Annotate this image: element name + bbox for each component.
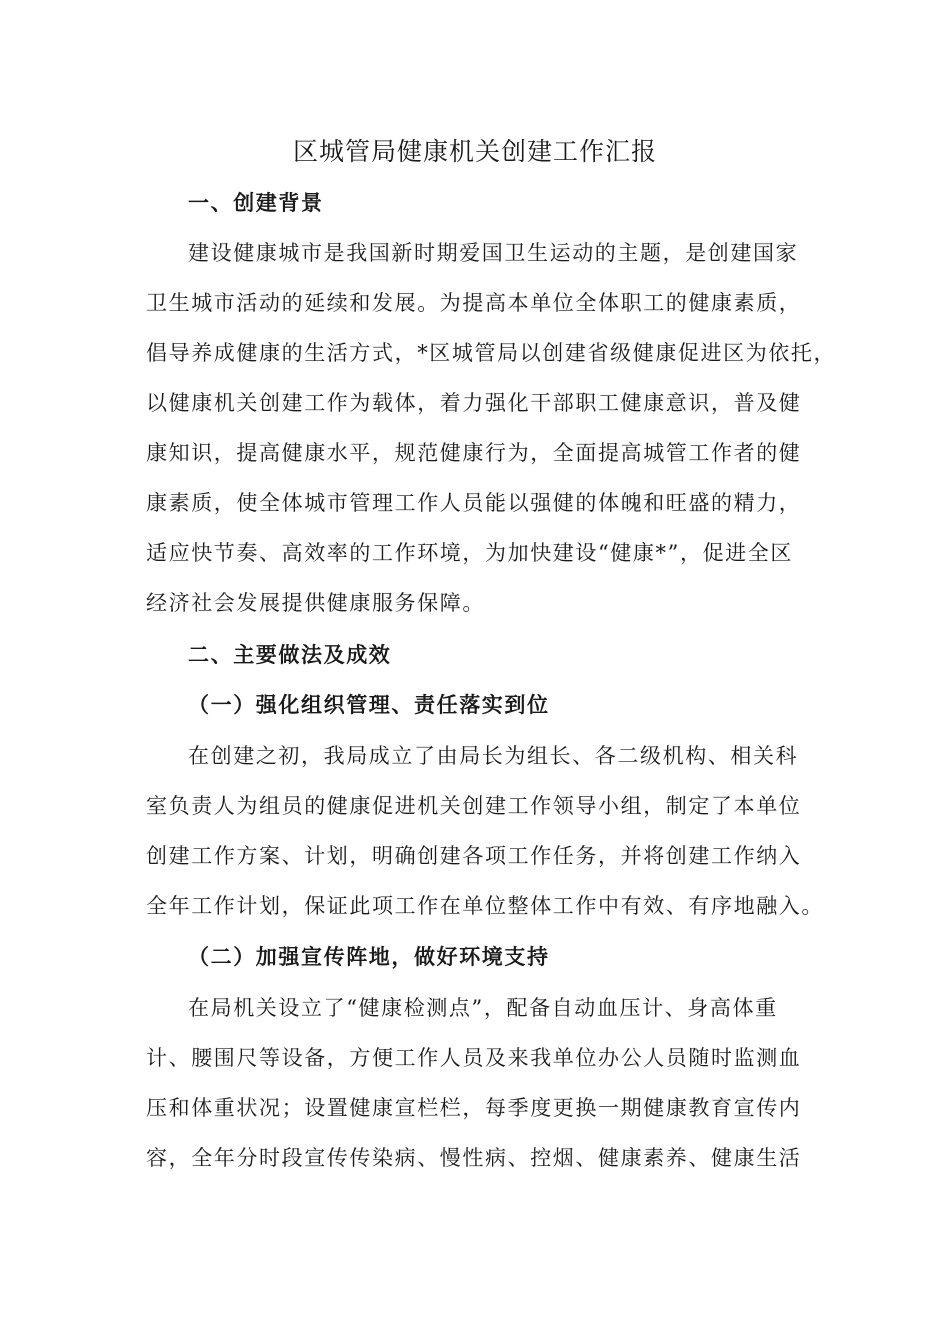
paragraph-line: 卫生城市活动的延续和发展。为提高本单位全体职工的健康素质， bbox=[146, 291, 802, 315]
paragraph-line: 在局机关设立了“健康检测点”，配备自动血压计、身高体重 bbox=[188, 996, 778, 1020]
paragraph-line: 适应快节奏、高效率的工作环境，为加快建设“健康*”，促进全区 bbox=[146, 541, 793, 565]
paragraph-line: 容，全年分时段宣传传染病、慢性病、控烟、健康素养、健康生活 bbox=[146, 1146, 802, 1170]
subsection-heading-publicity: （二）加强宣传阵地，做好环境支持 bbox=[188, 944, 550, 969]
paragraph-line: 康素质，使全体城市管理工作人员能以强健的体魄和旺盛的精力， bbox=[146, 491, 802, 515]
paragraph-line: 压和体重状况；设置健康宣栏栏，每季度更换一期健康教育宣传内 bbox=[146, 1096, 802, 1120]
document-title: 区城管局健康机关创建工作汇报 bbox=[292, 137, 657, 166]
paragraph-line: 以健康机关创建工作为载体，着力强化干部职工健康意识，普及健 bbox=[146, 391, 802, 415]
paragraph-line: 计、腰围尺等设备，方便工作人员及来我单位办公人员随时监测血 bbox=[146, 1046, 802, 1070]
paragraph-line: 创建工作方案、计划，明确创建各项工作任务，并将创建工作纳入 bbox=[146, 844, 802, 868]
paragraph-line: 室负责人为组员的健康促进机关创建工作领导小组，制定了本单位 bbox=[146, 794, 802, 818]
paragraph-line: 建设健康城市是我国新时期爱国卫生运动的主题，是创建国家 bbox=[188, 241, 799, 265]
paragraph-line: 全年工作计划，保证此项工作在单位整体工作中有效、有序地融入。 bbox=[146, 894, 824, 918]
paragraph-line: 康知识，提高健康水平，规范健康行为，全面提高城管工作者的健 bbox=[146, 441, 802, 465]
paragraph-line: 经济社会发展提供健康服务保障。 bbox=[146, 591, 485, 615]
paragraph-line: 倡导养成健康的生活方式，*区城管局以创建省级健康促进区为依托， bbox=[146, 341, 837, 365]
paragraph-line: 在创建之初，我局成立了由局长为组长、各二级机构、相关科 bbox=[188, 744, 799, 768]
section-heading-background: 一、创建背景 bbox=[188, 190, 324, 215]
section-heading-measures: 二、主要做法及成效 bbox=[188, 642, 392, 667]
subsection-heading-organization: （一）强化组织管理、责任落实到位 bbox=[188, 692, 550, 717]
